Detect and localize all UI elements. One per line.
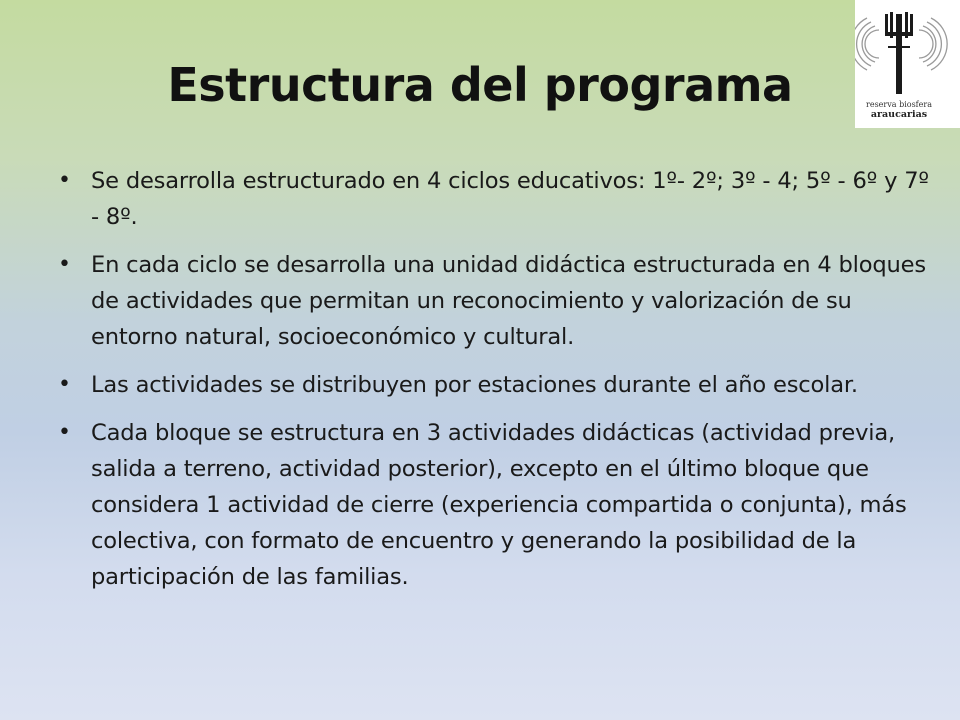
bullet-list (58, 163, 938, 607)
bullet-item (58, 163, 938, 235)
slide-title: Estructura del programa (167, 58, 793, 112)
araucaria-tree-icon (855, 0, 960, 100)
bullet-glyph: • (58, 168, 71, 193)
bullet-glyph: • (58, 420, 71, 445)
bullet-text: Las actividades se distribuyen por estaciones durante el año escolar. (91, 372, 858, 398)
reserva-biosfera-logo (855, 0, 960, 128)
bullet-item (58, 415, 938, 595)
bullet-glyph: • (58, 372, 71, 397)
bullet-text: Se desarrolla estructurado en 4 ciclos educativos: 1º- 2º; 3º - 4; 5º - 6º y 7º - 8º. (91, 168, 929, 230)
logo-text-reserva: reserva biosfera (866, 100, 932, 109)
bullet-text: En cada ciclo se desarrolla una unidad didáctica estructurada en 4 bloques de actividades que permitan un reconocimiento y valorización de su entorno natural, socioeconómico y cultural. (91, 252, 926, 350)
bullet-item (58, 367, 938, 403)
logo-text-araucarias: araucarias (870, 109, 928, 120)
bullet-text: Cada bloque se estructura en 3 actividades didácticas (actividad previa, salida a terreno, actividad posterior), excepto en el último bloque que considera 1 actividad de cierre (experiencia compartida o conjunta), más colectiva, con formato de encuentro y generando la posibilidad de la participación de las familias. (91, 420, 907, 590)
bullet-glyph: • (58, 252, 71, 277)
bullet-item (58, 247, 938, 355)
